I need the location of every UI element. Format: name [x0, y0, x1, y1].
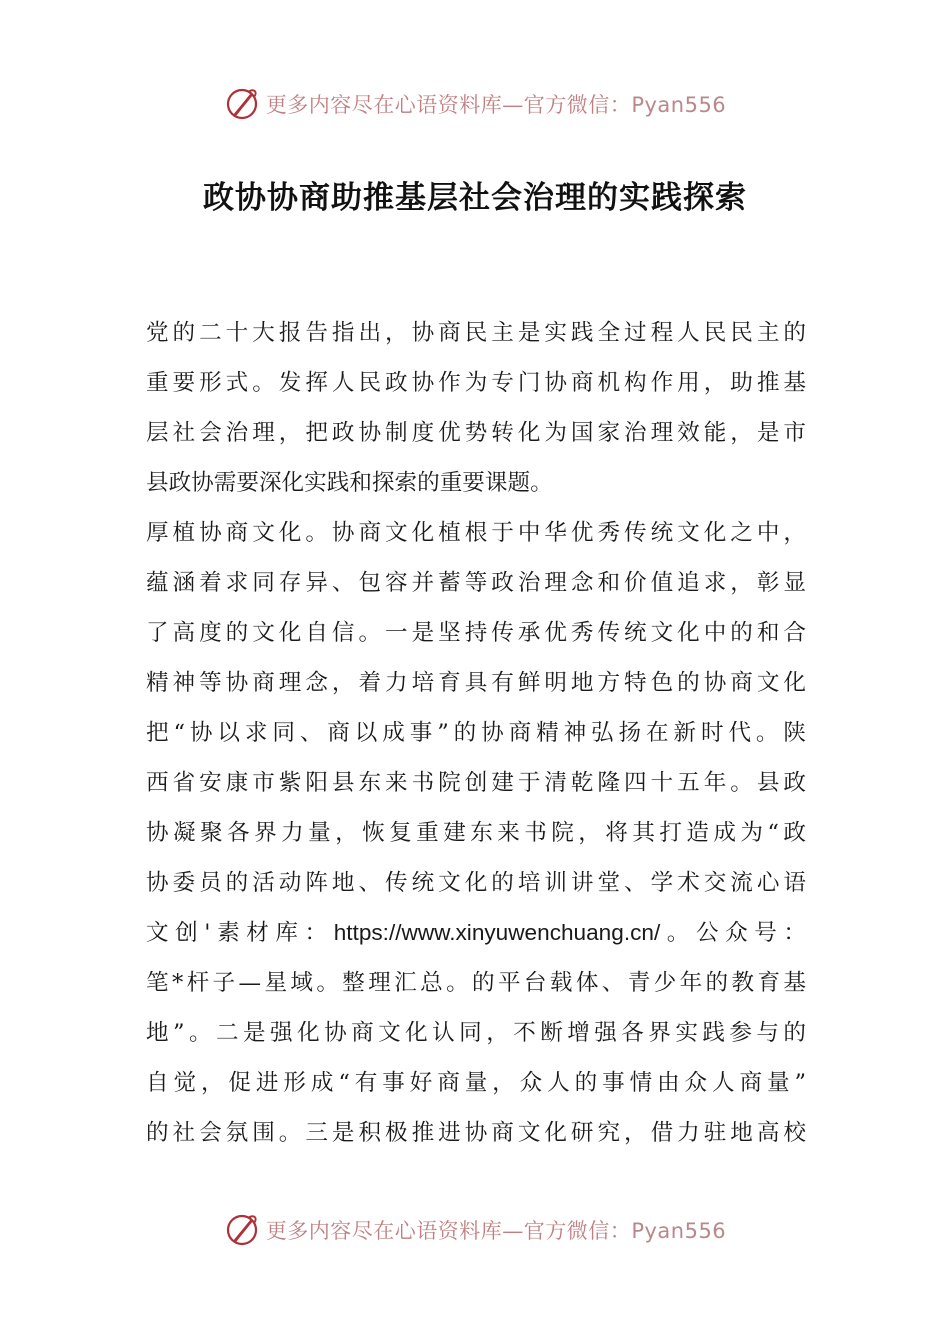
- body-line: 协凝聚各界力量，恢复重建东来书院，将其打造成为“政: [146, 820, 806, 846]
- body-line: 了高度的文化自信。一是坚持传承优秀传统文化中的和合: [146, 620, 806, 646]
- header-wechat-id: Pyan556: [631, 93, 727, 117]
- footer-watermark-banner: [0, 1210, 950, 1250]
- body-line: 地”。二是强化协商文化认同，不断增强各界实践参与的: [146, 1020, 806, 1046]
- body-line: 笔*杆子—星域。整理汇总。的平台载体、青少年的教育基: [146, 970, 806, 996]
- body-line: 协委员的活动阵地、传统文化的培训讲堂、学术交流心语: [146, 870, 806, 896]
- quill-logo-icon: [224, 1212, 260, 1248]
- body-line: 县政协需要深化实践和探索的重要课题。: [146, 470, 553, 496]
- header-banner-text: 更多内容尽在心语资料库—官方微信：Pyan556: [265, 93, 727, 117]
- body-line: 重要形式。发挥人民政协作为专门协商机构作用，助推基: [146, 370, 806, 396]
- body-line: 精神等协商理念，着力培育具有鲜明地方特色的协商文化: [146, 670, 806, 696]
- body-line-with-url: [146, 908, 806, 958]
- article-body: [146, 308, 806, 1158]
- body-line: 厚植协商文化。协商文化植根于中华优秀传统文化之中，: [146, 520, 806, 546]
- body-line: 把“协以求同、商以成事”的协商精神弘扬在新时代。陕: [146, 720, 806, 746]
- body-line: 蕴涵着求同存异、包容并蓄等政治理念和价值追求，彰显: [146, 570, 806, 596]
- body-line: 层社会治理，把政协制度优势转化为国家治理效能，是市: [146, 420, 806, 446]
- header-watermark-banner: [0, 84, 950, 124]
- body-line: 自觉，促进形成“有事好商量，众人的事情由众人商量”: [146, 1070, 806, 1096]
- quill-logo-icon: [224, 86, 260, 122]
- source-suffix: 。公众号：: [660, 920, 806, 946]
- footer-banner-text: 更多内容尽在心语资料库—官方微信：Pyan556: [265, 1219, 727, 1243]
- source-url-link[interactable]: https://www.xinyuwenchuang.cn/: [333, 920, 661, 945]
- body-line: 西省安康市紫阳县东来书院创建于清乾隆四十五年。县政: [146, 770, 806, 796]
- body-line: 的社会氛围。三是积极推进协商文化研究，借力驻地高校: [146, 1120, 806, 1146]
- body-line: 党的二十大报告指出，协商民主是实践全过程人民民主的: [146, 320, 806, 346]
- source-prefix: 文创'素材库：: [146, 920, 334, 946]
- footer-wechat-id: Pyan556: [631, 1219, 727, 1243]
- article-title: 政协协商助推基层社会治理的实践探索: [203, 180, 747, 216]
